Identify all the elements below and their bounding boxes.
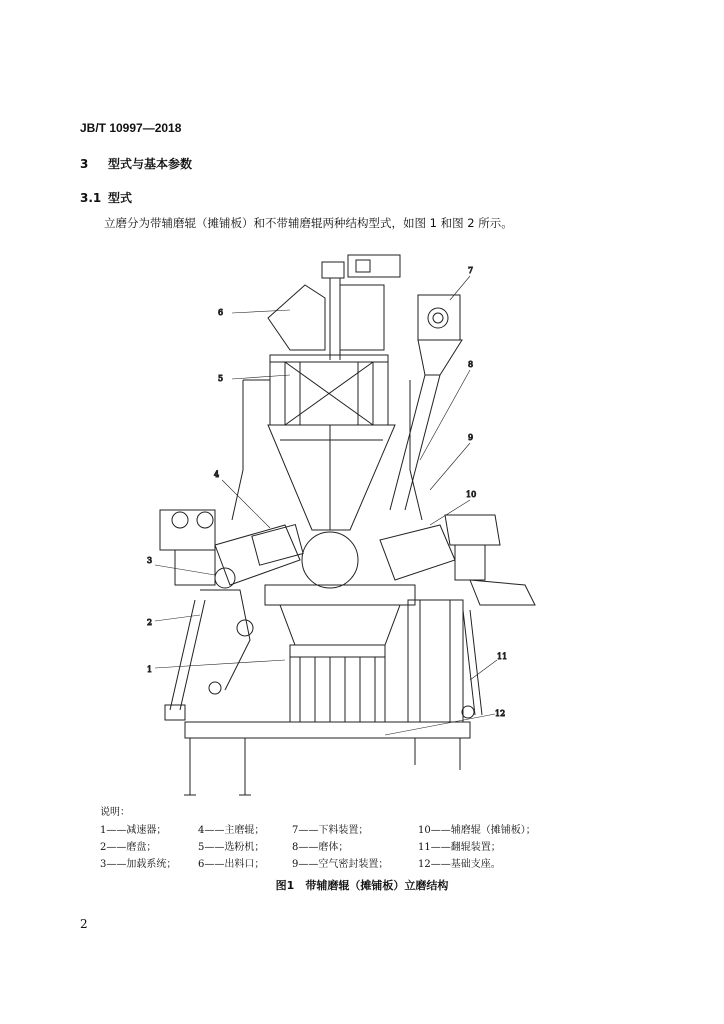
page-number: 2 (80, 917, 88, 931)
legend-item: 10——辅磨辊（摊铺板）； (418, 825, 536, 836)
callout-7: 7 (468, 266, 474, 275)
legend-row (100, 821, 660, 837)
legend-item: 11——翻辊装置； (418, 842, 501, 853)
callout-4: 4 (214, 470, 220, 479)
legend-item: 3——加载系统； (100, 859, 177, 870)
figure-caption: 图1 带辅磨辊（摊铺板）立磨结构 (275, 879, 449, 892)
legend-item: 9——空气密封装置； (292, 859, 389, 870)
legend-row (100, 838, 660, 854)
callout-11: 11 (497, 652, 508, 661)
legend-item: 4——主磨辊； (198, 825, 265, 836)
callout-10: 10 (466, 490, 477, 499)
legend-item: 6——出料口； (198, 859, 265, 870)
callout-2: 2 (147, 618, 153, 627)
section-number: 3 (80, 157, 89, 171)
legend-item: 5——选粉机； (198, 842, 265, 853)
legend-title: 说明： (100, 807, 130, 818)
body-paragraph: 立磨分为带辅磨辊（摊铺板）和不带辅磨辊两种结构型式，如图 1 和图 2 所示。 (104, 216, 513, 230)
legend-item: 1——减速器； (100, 825, 167, 836)
legend-item: 7——下料装置； (292, 825, 369, 836)
callout-1: 1 (147, 665, 153, 674)
legend-item: 2——磨盘； (100, 842, 157, 853)
callout-5: 5 (218, 374, 224, 383)
callout-6: 6 (218, 308, 224, 317)
standard-number: JB/T 10997—2018 (80, 121, 182, 135)
legend-item: 12——基础支座。 (418, 859, 501, 870)
mill-structure-drawing (130, 250, 590, 810)
subsection-title: 型式 (108, 191, 133, 205)
section-heading (80, 155, 192, 172)
callout-3: 3 (147, 556, 153, 565)
section-title: 型式与基本参数 (108, 157, 193, 171)
callout-12: 12 (495, 709, 506, 718)
legend-item: 8——磨体； (292, 842, 349, 853)
callout-8: 8 (468, 360, 474, 369)
subsection-heading (80, 189, 132, 206)
subsection-number: 3.1 (80, 191, 102, 205)
callout-9: 9 (468, 433, 474, 442)
legend-row (100, 855, 660, 871)
